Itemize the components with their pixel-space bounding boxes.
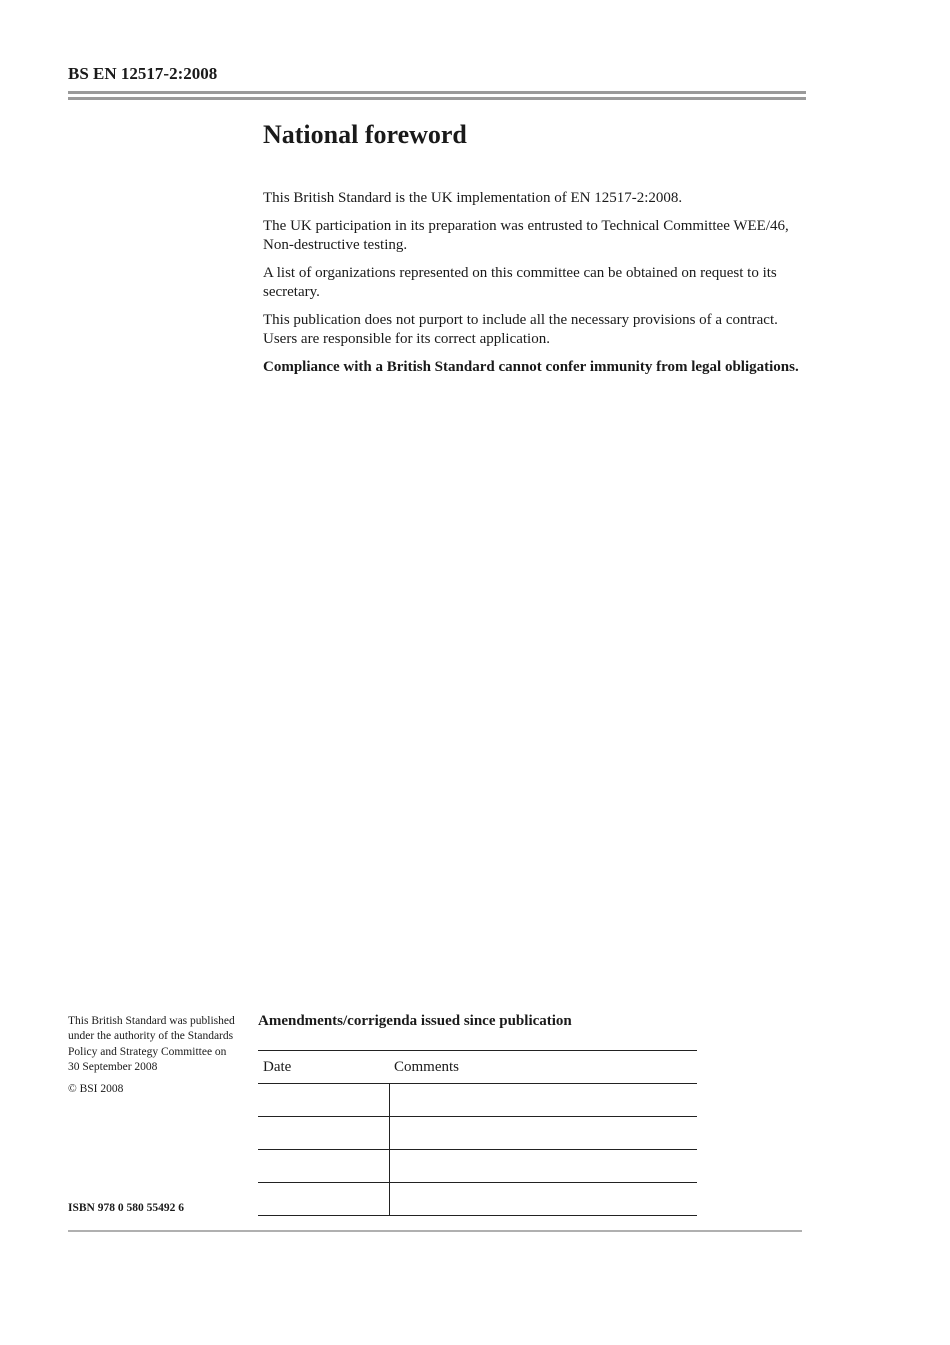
column-header-date: Date bbox=[258, 1051, 389, 1084]
comments-cell bbox=[389, 1117, 697, 1150]
comments-cell bbox=[389, 1150, 697, 1183]
foreword-body bbox=[263, 189, 803, 386]
comments-cell bbox=[389, 1183, 697, 1216]
isbn: ISBN 978 0 580 55492 6 bbox=[68, 1202, 184, 1214]
comments-cell bbox=[389, 1084, 697, 1117]
header-rule-lower bbox=[68, 97, 806, 100]
document-id: BS EN 12517-2:2008 bbox=[68, 64, 218, 83]
compliance-statement: Compliance with a British Standard cannot confer immunity from legal obligations. bbox=[263, 359, 799, 375]
publication-info bbox=[68, 1014, 238, 1104]
paragraph-provisions: This publication does not purport to include all the necessary provisions of a contract. Users are responsible for its correct application. bbox=[263, 312, 778, 347]
table-header-row bbox=[258, 1051, 697, 1084]
date-cell bbox=[258, 1150, 389, 1183]
date-cell bbox=[258, 1117, 389, 1150]
header-rule-upper bbox=[68, 91, 806, 94]
paragraph-implementation: This British Standard is the UK implementation of EN 12517-2:2008. bbox=[263, 190, 683, 206]
footer-rule bbox=[68, 1230, 802, 1232]
paragraph-committee: The UK participation in its preparation was entrusted to Technical Committee WEE/46, Non-destructive testing. bbox=[263, 218, 789, 253]
publication-note: This British Standard was published under the authority of the Standards Policy and Strategy Committee on 30 September 2008 bbox=[68, 1015, 235, 1073]
copyright-notice: © BSI 2008 bbox=[68, 1083, 124, 1096]
date-cell bbox=[258, 1084, 389, 1117]
table-row bbox=[258, 1183, 697, 1216]
table-row bbox=[258, 1117, 697, 1150]
date-cell bbox=[258, 1183, 389, 1216]
amendments-table bbox=[258, 1050, 697, 1216]
page-title: National foreword bbox=[263, 120, 467, 149]
paragraph-organizations: A list of organizations represented on this committee can be obtained on request to its secretary. bbox=[263, 265, 777, 300]
table-row bbox=[258, 1084, 697, 1117]
amendments-heading: Amendments/corrigenda issued since publication bbox=[258, 1013, 572, 1029]
column-header-comments: Comments bbox=[389, 1051, 697, 1084]
table-row bbox=[258, 1150, 697, 1183]
